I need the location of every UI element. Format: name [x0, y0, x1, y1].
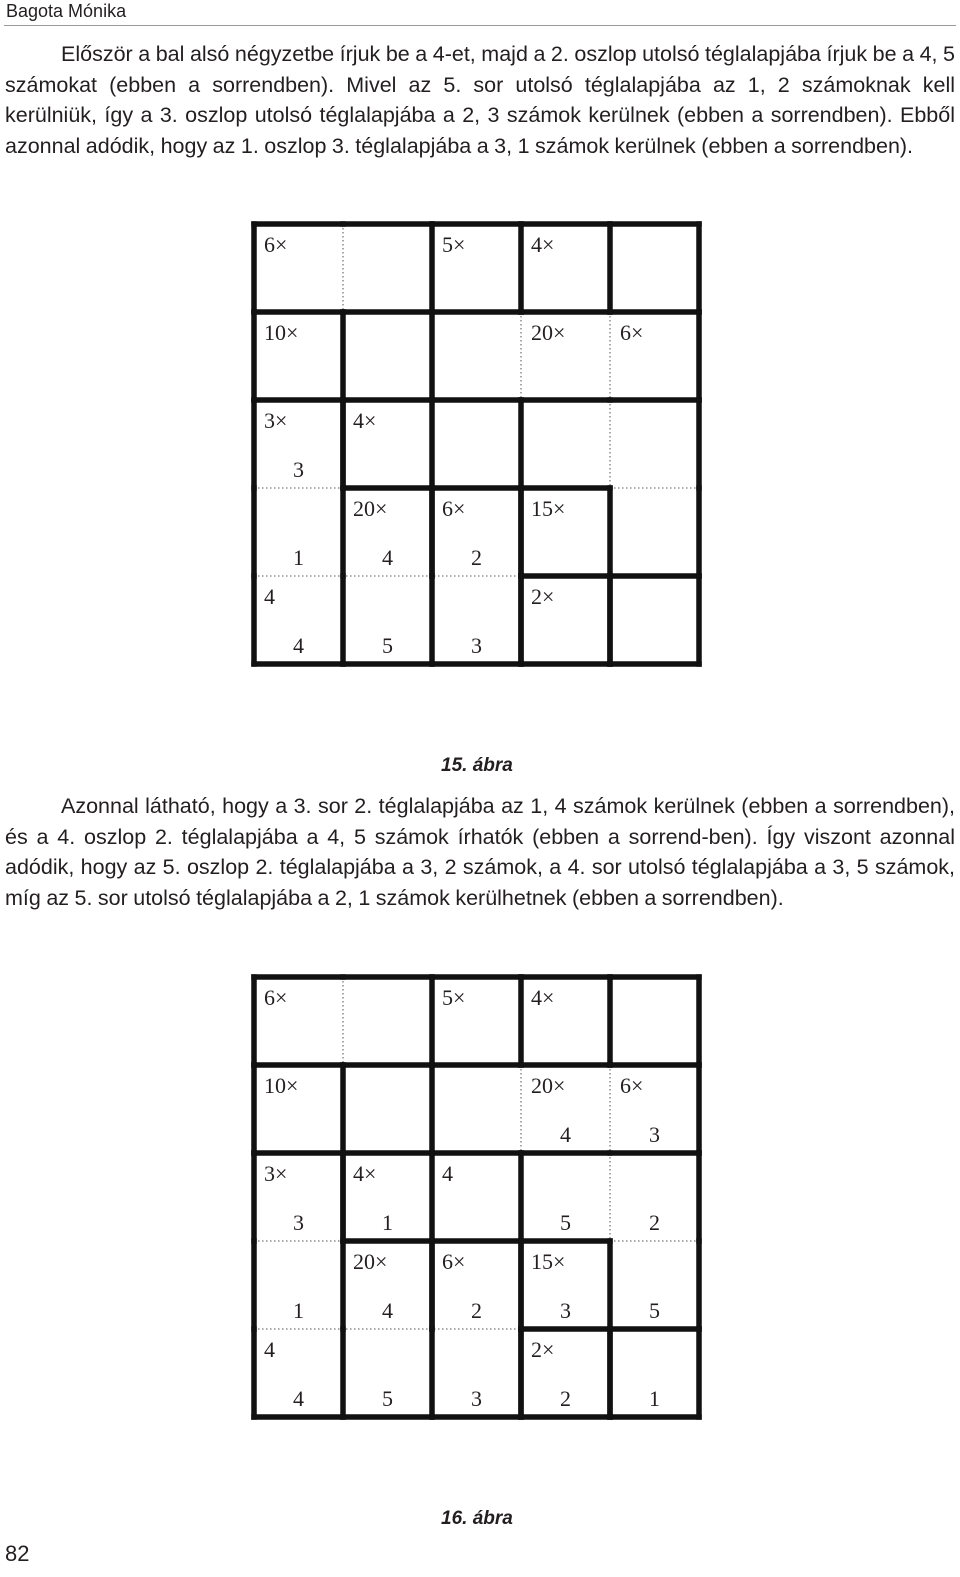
cage-clue: 4× — [531, 985, 555, 1010]
cell-value: 3 — [471, 1386, 482, 1411]
cell-value: 4 — [382, 545, 393, 570]
cell-value: 4 — [560, 1122, 571, 1147]
cell-value: 3 — [649, 1122, 660, 1147]
cage-clue: 15× — [531, 1249, 566, 1274]
cage-clue: 6× — [442, 1249, 466, 1274]
puzzle-grid-figure-15 — [250, 220, 706, 747]
page-number: 82 — [5, 1541, 30, 1566]
cell-value: 5 — [382, 633, 393, 658]
cage-clue: 10× — [264, 1073, 299, 1098]
paragraph-2-text: Azonnal látható, hogy a 3. sor 2. téglalapjába az 1, 4 számok kerülnek (ebben a sorrendben), és a 4. oszlop 2. téglalapjába a 4, 5 számok írhatók (ebben a sorrend-ben). Így viszont azonnal adódik, hogy az 5. oszlop 2. téglalapjába a 3, 2 számok, a 4. sor utolsó téglalapjába a 3, 5 számok, míg az 5. sor utolsó téglalapjába a 2, 1 számok kerülhetnek (ebben a sorrendben). — [5, 794, 955, 910]
cage-clue: 15× — [531, 496, 566, 521]
cell-value: 3 — [293, 457, 304, 482]
cage-clue: 6× — [264, 985, 288, 1010]
cell-value: 1 — [293, 545, 304, 570]
cell-value: 1 — [649, 1386, 660, 1411]
cell-value: 2 — [471, 1298, 482, 1323]
cage-clue: 2× — [531, 584, 555, 609]
cell-value: 5 — [560, 1210, 571, 1235]
paragraph-2 — [5, 791, 955, 913]
cage-clue: 4× — [353, 1161, 377, 1186]
cell-value: 3 — [471, 633, 482, 658]
cell-value: 3 — [560, 1298, 571, 1323]
cage-clue: 6× — [620, 1073, 644, 1098]
cage-clue: 2× — [531, 1337, 555, 1362]
cage-clue: 20× — [531, 320, 566, 345]
cage-clue: 6× — [620, 320, 644, 345]
cage-clue: 6× — [264, 232, 288, 257]
cage-clue: 5× — [442, 232, 466, 257]
cell-value: 3 — [293, 1210, 304, 1235]
cell-value: 4 — [293, 1386, 304, 1411]
cage-clue: 3× — [264, 408, 288, 433]
cell-value: 5 — [649, 1298, 660, 1323]
paragraph-1-text: Először a bal alsó négyzetbe írjuk be a 4-et, majd a 2. oszlop utolsó téglalapjába írjuk be a 4, 5 számokat (ebben a sorrendben). Mivel az 5. sor utolsó téglalapjába az 1, 2 számoknak kell kerülniük, így a 3. oszlop utolsó téglalapjába a 2, 3 számok kerülnek (ebben a sorrendben). Ebből azonnal adódik, hogy az 1. oszlop 3. téglalapjába a 3, 1 számok kerülnek (ebben a sorrendben). — [5, 42, 955, 158]
cage-clue: 6× — [442, 496, 466, 521]
cage-clue: 20× — [353, 496, 388, 521]
cage-clue: 10× — [264, 320, 299, 345]
cell-value: 2 — [560, 1386, 571, 1411]
figure-caption-16: 16. ábra — [441, 1508, 513, 1529]
cell-value: 1 — [293, 1298, 304, 1323]
cage-clue: 4× — [353, 408, 377, 433]
cage-clue: 20× — [531, 1073, 566, 1098]
cell-value: 2 — [649, 1210, 660, 1235]
cage-clue: 5× — [442, 985, 466, 1010]
cage-clue: 4 — [264, 584, 275, 609]
cage-clue: 3× — [264, 1161, 288, 1186]
cage-clue: 4× — [531, 232, 555, 257]
cell-value: 2 — [471, 545, 482, 570]
figure-caption-15: 15. ábra — [441, 755, 513, 776]
cell-value: 4 — [382, 1298, 393, 1323]
header-rule — [4, 25, 956, 26]
cell-value: 1 — [382, 1210, 393, 1235]
puzzle-grid-figure-16 — [250, 973, 706, 1500]
cage-clue: 20× — [353, 1249, 388, 1274]
cage-clue: 4 — [442, 1161, 453, 1186]
paragraph-1 — [5, 39, 955, 161]
cage-clue: 4 — [264, 1337, 275, 1362]
running-header: Bagota Mónika — [6, 1, 127, 21]
cell-value: 4 — [293, 633, 304, 658]
cell-value: 5 — [382, 1386, 393, 1411]
